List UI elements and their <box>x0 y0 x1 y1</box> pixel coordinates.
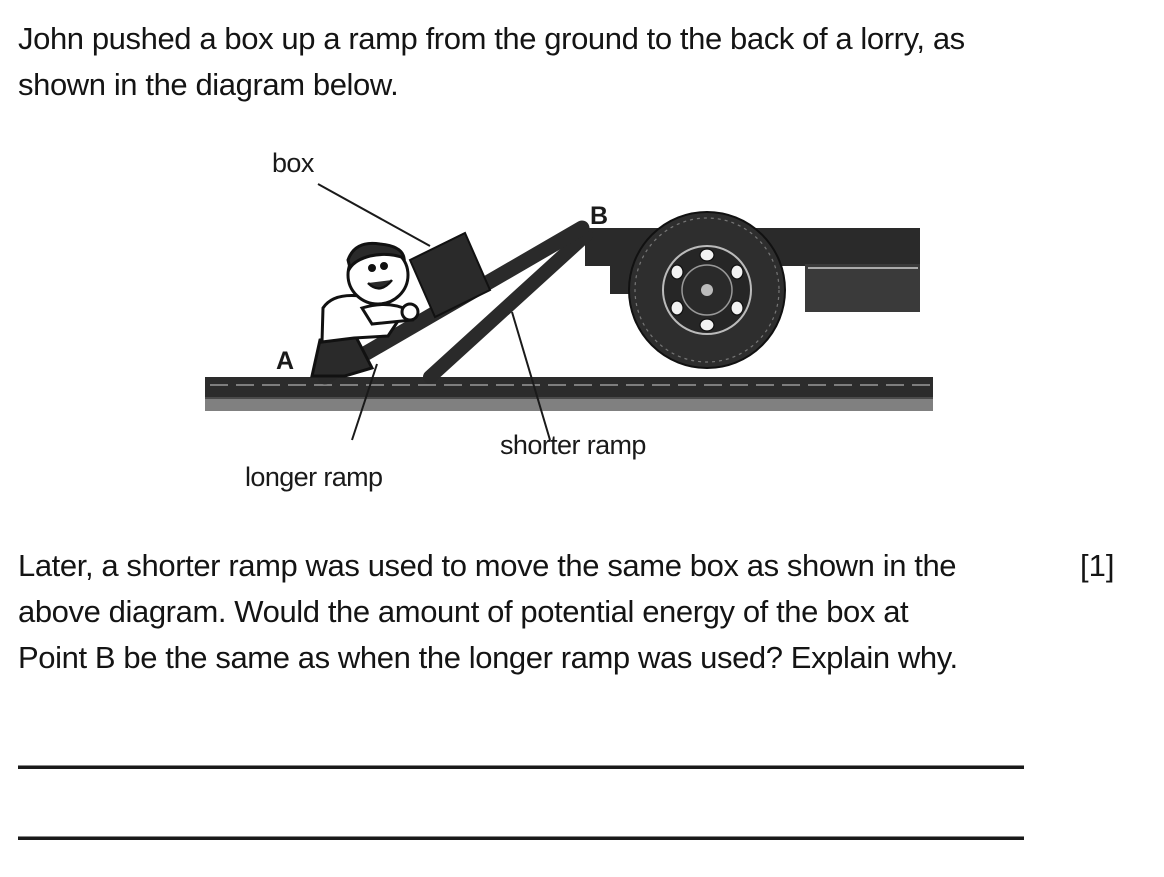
question-line-2: above diagram. Would the amount of potential energy of the box at <box>18 594 909 629</box>
marks-badge: [1] <box>1080 548 1115 583</box>
shorter-ramp-label: shorter ramp <box>500 430 646 460</box>
ramp-lorry-diagram <box>140 140 980 520</box>
shorter-ramp-leader-line <box>512 312 550 440</box>
box-label: box <box>272 148 314 178</box>
answer-line-1[interactable] <box>18 766 1024 769</box>
intro-line-1: John pushed a box up a ramp from the ground to the back of a lorry, as <box>18 21 965 56</box>
longer-ramp-label: longer ramp <box>245 462 383 492</box>
point-b-label: B <box>590 202 609 230</box>
intro-line-2: shown in the diagram below. <box>18 67 399 102</box>
answer-line-2[interactable] <box>18 837 1024 840</box>
ground-bar-icon <box>205 377 933 411</box>
box-leader-line <box>318 184 430 246</box>
point-a-label: A <box>276 347 295 375</box>
intro-paragraph <box>18 16 1078 108</box>
question-line-3: Point B be the same as when the longer ramp was used? Explain why. <box>18 640 958 675</box>
lorry-wheel-icon <box>629 212 785 368</box>
box-shape-icon <box>410 233 490 317</box>
question-line-1: Later, a shorter ramp was used to move the same box as shown in the <box>18 548 957 583</box>
boy-figure-icon <box>312 243 418 376</box>
question-paragraph <box>18 543 1048 681</box>
